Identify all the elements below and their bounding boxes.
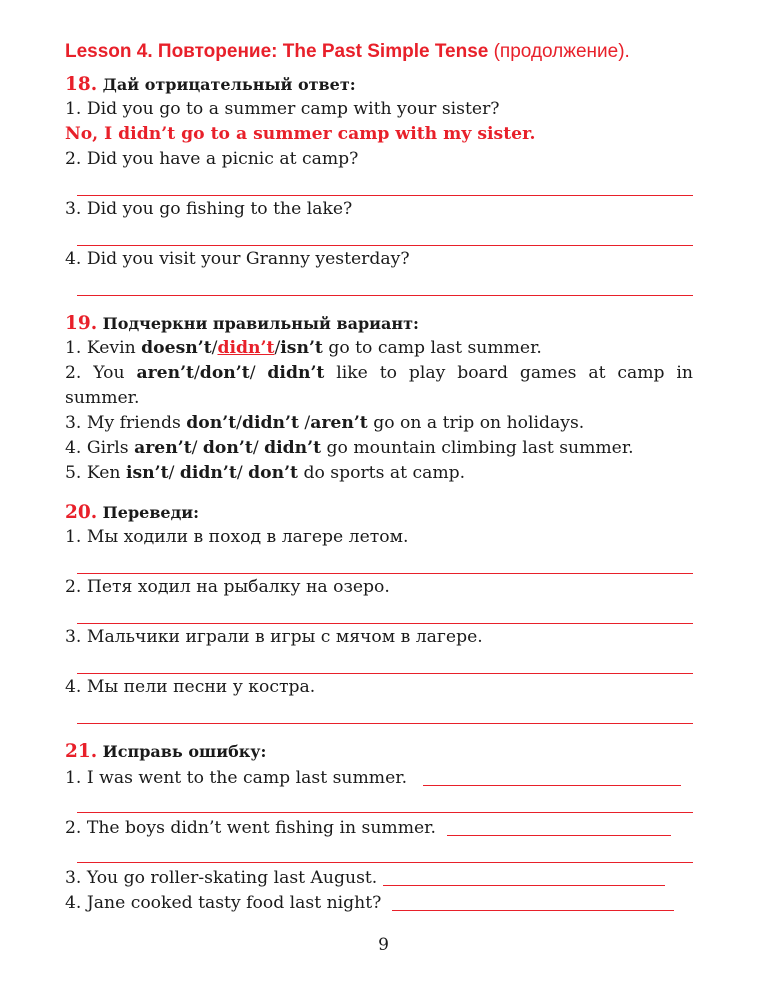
ex19-s4-option-2[interactable]: don’t bbox=[202, 438, 253, 458]
ex20-sentence-3: 3. Мальчики играли в игры с мячом в лагере. bbox=[65, 627, 483, 647]
ex19-s3-option-1[interactable]: don’t bbox=[186, 413, 237, 433]
ex18-answer-line-2[interactable] bbox=[65, 172, 693, 197]
ex19-s2-option-1[interactable]: aren’t bbox=[136, 363, 194, 383]
ex19-s1-subject: 1. Kevin bbox=[65, 338, 142, 358]
ex21-s4-inline-blank[interactable] bbox=[392, 892, 674, 911]
ex21-s1-inline-blank[interactable] bbox=[423, 767, 681, 786]
ex19-s4-subject: 4. Girls bbox=[65, 438, 135, 458]
ex19-s1-rest: go to camp last summer. bbox=[322, 338, 542, 358]
ex19-sentence-2 bbox=[65, 361, 693, 411]
ex19-s4-sep-1: / bbox=[191, 438, 203, 458]
ex19-sentence-4 bbox=[65, 436, 693, 461]
ex21-s3-text: 3. You go roller-skating last August. bbox=[65, 868, 378, 888]
worksheet-page bbox=[65, 38, 693, 914]
exercise-18 bbox=[65, 72, 693, 297]
ex19-s3-rest: go on a trip on holidays. bbox=[367, 413, 585, 433]
exercise-20-task: Переведи: bbox=[102, 503, 200, 522]
ex20-answer-line-1[interactable] bbox=[65, 550, 693, 575]
ex19-s2-sep-2: / bbox=[249, 363, 268, 383]
ex21-s2-inline-blank[interactable] bbox=[447, 817, 671, 836]
ex20-answer-line-4[interactable] bbox=[65, 700, 693, 725]
ex19-s5-sep-1: / bbox=[168, 463, 180, 483]
ex21-sentence-2 bbox=[65, 814, 693, 839]
ex19-s2-rest: like to play board games at camp in summer. bbox=[65, 363, 693, 408]
exercise-19-heading bbox=[65, 311, 693, 336]
page-number: 9 bbox=[378, 935, 389, 955]
exercise-18-number: 18. bbox=[65, 74, 98, 95]
ex18-question-3: 3. Did you go fishing to the lake? bbox=[65, 199, 353, 219]
ex21-s3-inline-blank[interactable] bbox=[383, 867, 665, 886]
ex19-s1-sep-2: / bbox=[274, 338, 281, 358]
ex21-s4-text: 4. Jane cooked tasty food last night? bbox=[65, 893, 382, 913]
ex19-s3-sep-1: / bbox=[236, 413, 242, 433]
exercise-21 bbox=[65, 739, 693, 914]
ex19-s5-sep-2: / bbox=[236, 463, 249, 483]
ex21-answer-line-2[interactable] bbox=[65, 839, 693, 864]
exercise-21-heading bbox=[65, 739, 693, 764]
ex19-s5-option-1[interactable]: isn’t bbox=[125, 463, 169, 483]
exercise-21-task: Исправь ошибку: bbox=[102, 742, 267, 761]
ex18-answer-line-3[interactable] bbox=[65, 222, 693, 247]
ex20-sentence-2: 2. Петя ходил на рыбалку на озеро. bbox=[65, 577, 390, 597]
exercise-21-number: 21. bbox=[65, 741, 98, 762]
ex19-s5-rest: do sports at camp. bbox=[298, 463, 466, 483]
ex19-s3-subject: 3. My friends bbox=[65, 413, 187, 433]
ex19-s2-option-2[interactable]: don’t bbox=[199, 363, 250, 383]
lesson-title-normal: (продолжение). bbox=[488, 41, 630, 62]
ex19-s3-option-2[interactable]: didn’t bbox=[241, 413, 299, 433]
ex21-sentence-1 bbox=[65, 764, 693, 789]
ex19-s2-option-3[interactable]: didn’t bbox=[267, 363, 325, 383]
exercise-18-task: Дай отрицательный ответ: bbox=[102, 75, 356, 94]
lesson-title bbox=[65, 38, 693, 66]
ex19-s1-option-1[interactable]: doesn’t bbox=[141, 338, 212, 358]
exercise-19-number: 19. bbox=[65, 313, 98, 334]
ex19-sentence-5 bbox=[65, 461, 693, 486]
ex19-s3-option-3[interactable]: aren’t bbox=[310, 413, 368, 433]
ex20-answer-line-2[interactable] bbox=[65, 600, 693, 625]
ex19-s5-option-2[interactable]: didn’t bbox=[179, 463, 237, 483]
ex19-s5-subject: 5. Ken bbox=[65, 463, 126, 483]
ex19-s1-option-3[interactable]: isn’t bbox=[280, 338, 323, 358]
ex19-s2-subject: 2. You bbox=[65, 363, 137, 383]
ex19-s4-rest: go mountain climbing last summer. bbox=[321, 438, 634, 458]
exercise-20-heading bbox=[65, 500, 693, 525]
ex20-answer-line-3[interactable] bbox=[65, 650, 693, 675]
ex20-sentence-4: 4. Мы пели песни у костра. bbox=[65, 677, 316, 697]
lesson-title-bold: Lesson 4. Повторение: The Past Simple Tense bbox=[65, 41, 489, 62]
ex19-s2-sep-1: / bbox=[194, 363, 200, 383]
exercise-20-number: 20. bbox=[65, 502, 98, 523]
ex21-answer-line-1[interactable] bbox=[65, 789, 693, 814]
ex19-s1-sep-1: / bbox=[211, 338, 218, 358]
ex21-s1-text: 1. I was went to the camp last summer. bbox=[65, 768, 408, 788]
ex18-question-2: 2. Did you have a picnic at camp? bbox=[65, 149, 359, 169]
ex19-sentence-3 bbox=[65, 411, 693, 436]
ex19-s4-sep-2: / bbox=[252, 438, 265, 458]
ex19-s4-option-3[interactable]: didn’t bbox=[264, 438, 322, 458]
ex18-sample-answer: No, I didn’t go to a summer camp with my sister. bbox=[65, 124, 536, 144]
ex19-s1-option-2-underlined[interactable]: didn’t bbox=[217, 338, 275, 358]
ex21-sentence-4 bbox=[65, 889, 693, 914]
ex19-s4-option-1[interactable]: aren’t bbox=[134, 438, 192, 458]
ex18-question-4: 4. Did you visit your Granny yesterday? bbox=[65, 249, 410, 269]
ex20-sentence-1: 1. Мы ходили в поход в лагере летом. bbox=[65, 527, 409, 547]
ex21-sentence-3 bbox=[65, 864, 693, 889]
ex19-s3-sep-2: / bbox=[298, 413, 311, 433]
exercise-19 bbox=[65, 311, 693, 486]
ex21-s2-text: 2. The boys didn’t went fishing in summer. bbox=[65, 818, 436, 838]
ex18-answer-line-4[interactable] bbox=[65, 272, 693, 297]
ex19-s5-option-3[interactable]: don’t bbox=[248, 463, 298, 483]
ex19-sentence-1 bbox=[65, 336, 693, 361]
exercise-20 bbox=[65, 500, 693, 725]
exercise-18-heading bbox=[65, 72, 693, 97]
ex18-question-1: 1. Did you go to a summer camp with your sister? bbox=[65, 99, 500, 119]
exercise-19-task: Подчеркни правильный вариант: bbox=[102, 314, 419, 333]
